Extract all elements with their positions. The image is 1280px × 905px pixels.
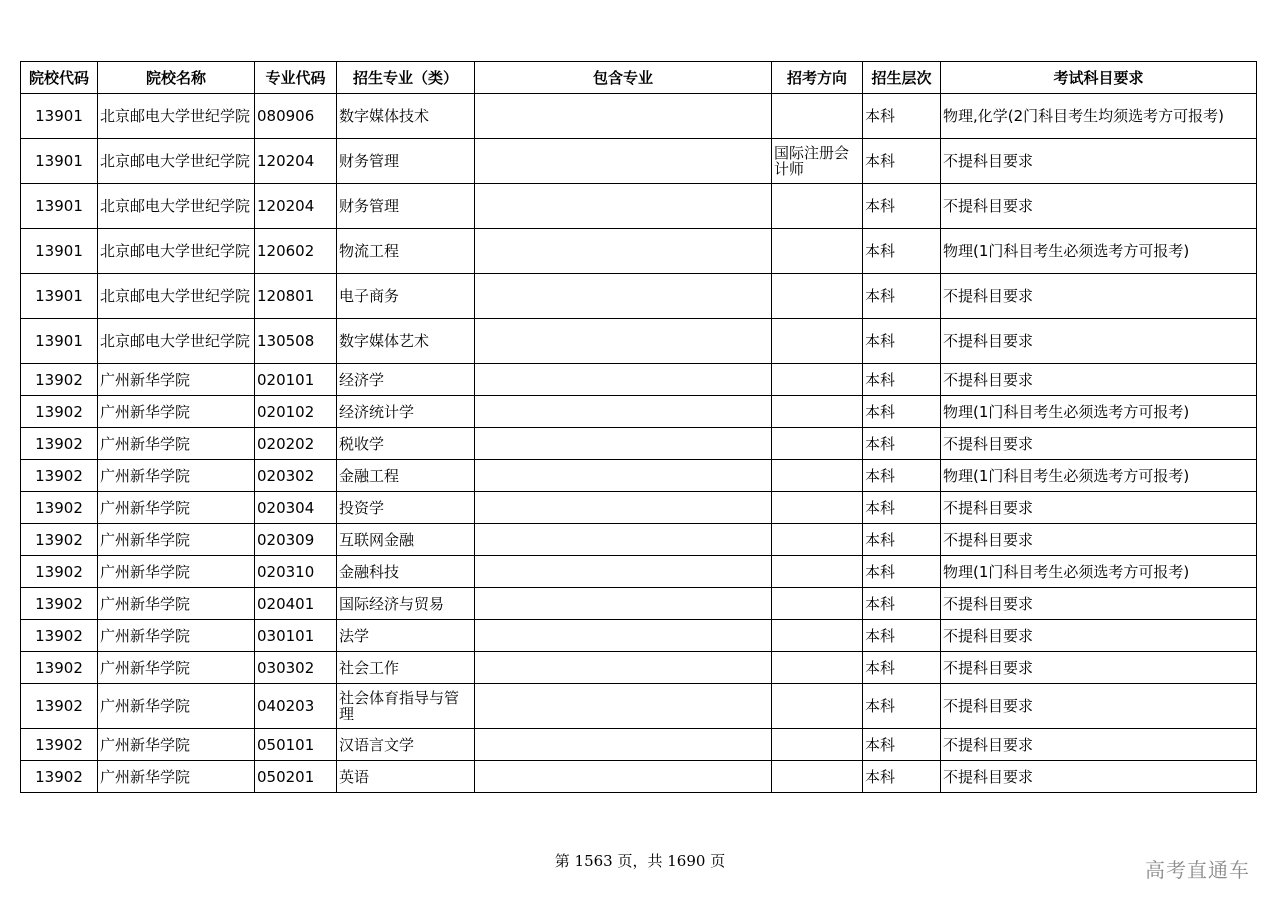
header-included-majors: 包含专业 (475, 62, 772, 94)
cell-school-name: 北京邮电大学世纪学院 (98, 184, 255, 229)
cell-subject-requirements: 不提科目要求 (941, 139, 1257, 184)
table-row (21, 652, 1257, 684)
cell-major: 数字媒体艺术 (337, 319, 475, 364)
cell-school-code: 13902 (21, 492, 98, 524)
cell-school-name: 北京邮电大学世纪学院 (98, 139, 255, 184)
cell-included-majors (475, 684, 772, 729)
cell-subject-requirements: 不提科目要求 (941, 684, 1257, 729)
header-major: 招生专业（类） (337, 62, 475, 94)
cell-major-code: 020102 (255, 396, 337, 428)
cell-included-majors (475, 319, 772, 364)
table-row (21, 94, 1257, 139)
cell-direction (772, 652, 863, 684)
cell-direction (772, 620, 863, 652)
cell-level: 本科 (863, 729, 941, 761)
cell-major-code: 020304 (255, 492, 337, 524)
cell-major: 英语 (337, 761, 475, 793)
cell-subject-requirements: 不提科目要求 (941, 729, 1257, 761)
cell-major-code: 120204 (255, 184, 337, 229)
cell-school-code: 13902 (21, 396, 98, 428)
cell-major-code: 020302 (255, 460, 337, 492)
cell-school-name: 广州新华学院 (98, 652, 255, 684)
table-row (21, 684, 1257, 729)
header-school-code: 院校代码 (21, 62, 98, 94)
cell-level: 本科 (863, 524, 941, 556)
cell-included-majors (475, 761, 772, 793)
table-row (21, 396, 1257, 428)
cell-included-majors (475, 364, 772, 396)
cell-major: 法学 (337, 620, 475, 652)
cell-included-majors (475, 274, 772, 319)
cell-major: 经济统计学 (337, 396, 475, 428)
cell-subject-requirements: 物理(1门科目考生必须选考方可报考) (941, 229, 1257, 274)
cell-direction (772, 319, 863, 364)
cell-major: 汉语言文学 (337, 729, 475, 761)
cell-level: 本科 (863, 229, 941, 274)
cell-major: 互联网金融 (337, 524, 475, 556)
cell-major-code: 120204 (255, 139, 337, 184)
table-row (21, 556, 1257, 588)
cell-school-name: 广州新华学院 (98, 396, 255, 428)
cell-major-code: 120602 (255, 229, 337, 274)
cell-direction (772, 729, 863, 761)
cell-school-name: 广州新华学院 (98, 428, 255, 460)
cell-school-name: 广州新华学院 (98, 729, 255, 761)
cell-major-code: 120801 (255, 274, 337, 319)
cell-subject-requirements: 不提科目要求 (941, 428, 1257, 460)
table-row (21, 319, 1257, 364)
cell-school-code: 13902 (21, 524, 98, 556)
cell-major-code: 020101 (255, 364, 337, 396)
admissions-table (20, 61, 1257, 793)
cell-included-majors (475, 729, 772, 761)
cell-level: 本科 (863, 652, 941, 684)
table-row (21, 364, 1257, 396)
cell-major: 财务管理 (337, 139, 475, 184)
cell-subject-requirements: 不提科目要求 (941, 274, 1257, 319)
header-major-code: 专业代码 (255, 62, 337, 94)
cell-major-code: 040203 (255, 684, 337, 729)
cell-school-code: 13902 (21, 729, 98, 761)
cell-direction: 国际注册会计师 (772, 139, 863, 184)
header-level: 招生层次 (863, 62, 941, 94)
cell-included-majors (475, 620, 772, 652)
cell-school-code: 13902 (21, 652, 98, 684)
cell-subject-requirements: 物理(1门科目考生必须选考方可报考) (941, 396, 1257, 428)
page-number: 第 1563 页，共 1690 页 (554, 852, 726, 870)
cell-school-code: 13902 (21, 684, 98, 729)
table-row (21, 184, 1257, 229)
cell-major-code: 020309 (255, 524, 337, 556)
cell-direction (772, 460, 863, 492)
cell-school-code: 13902 (21, 556, 98, 588)
cell-level: 本科 (863, 364, 941, 396)
cell-direction (772, 428, 863, 460)
cell-subject-requirements: 不提科目要求 (941, 364, 1257, 396)
cell-subject-requirements: 不提科目要求 (941, 652, 1257, 684)
table-row (21, 139, 1257, 184)
cell-level: 本科 (863, 620, 941, 652)
cell-major: 数字媒体技术 (337, 94, 475, 139)
table-header-row (21, 62, 1257, 94)
cell-direction (772, 184, 863, 229)
cell-major-code: 030302 (255, 652, 337, 684)
header-school-name: 院校名称 (98, 62, 255, 94)
cell-school-code: 13902 (21, 460, 98, 492)
header-subject-requirements: 考试科目要求 (941, 62, 1257, 94)
header-direction: 招考方向 (772, 62, 863, 94)
cell-subject-requirements: 物理,化学(2门科目考生均须选考方可报考) (941, 94, 1257, 139)
cell-school-name: 广州新华学院 (98, 620, 255, 652)
cell-subject-requirements: 不提科目要求 (941, 761, 1257, 793)
cell-school-name: 广州新华学院 (98, 364, 255, 396)
cell-school-name: 北京邮电大学世纪学院 (98, 274, 255, 319)
cell-subject-requirements: 不提科目要求 (941, 492, 1257, 524)
cell-school-code: 13901 (21, 94, 98, 139)
cell-included-majors (475, 556, 772, 588)
cell-school-name: 广州新华学院 (98, 556, 255, 588)
table-row (21, 229, 1257, 274)
cell-major: 电子商务 (337, 274, 475, 319)
cell-included-majors (475, 428, 772, 460)
cell-included-majors (475, 396, 772, 428)
table-row (21, 492, 1257, 524)
cell-included-majors (475, 524, 772, 556)
cell-major: 财务管理 (337, 184, 475, 229)
cell-school-name: 北京邮电大学世纪学院 (98, 94, 255, 139)
cell-direction (772, 364, 863, 396)
cell-direction (772, 492, 863, 524)
table-row (21, 620, 1257, 652)
cell-included-majors (475, 588, 772, 620)
cell-major-code: 130508 (255, 319, 337, 364)
cell-level: 本科 (863, 319, 941, 364)
cell-major-code: 050201 (255, 761, 337, 793)
cell-major: 社会体育指导与管理 (337, 684, 475, 729)
cell-major: 税收学 (337, 428, 475, 460)
cell-school-code: 13902 (21, 364, 98, 396)
cell-major-code: 020401 (255, 588, 337, 620)
cell-level: 本科 (863, 184, 941, 229)
cell-direction (772, 684, 863, 729)
cell-school-name: 广州新华学院 (98, 492, 255, 524)
cell-school-name: 广州新华学院 (98, 761, 255, 793)
cell-major-code: 050101 (255, 729, 337, 761)
cell-direction (772, 229, 863, 274)
cell-level: 本科 (863, 428, 941, 460)
cell-subject-requirements: 物理(1门科目考生必须选考方可报考) (941, 460, 1257, 492)
cell-level: 本科 (863, 460, 941, 492)
cell-included-majors (475, 492, 772, 524)
cell-school-code: 13901 (21, 319, 98, 364)
cell-school-name: 广州新华学院 (98, 588, 255, 620)
table-row (21, 729, 1257, 761)
cell-major: 投资学 (337, 492, 475, 524)
cell-school-name: 广州新华学院 (98, 460, 255, 492)
table-body (21, 94, 1257, 793)
cell-subject-requirements: 不提科目要求 (941, 319, 1257, 364)
cell-level: 本科 (863, 684, 941, 729)
cell-major: 金融科技 (337, 556, 475, 588)
cell-included-majors (475, 652, 772, 684)
cell-level: 本科 (863, 396, 941, 428)
cell-school-code: 13901 (21, 139, 98, 184)
cell-major-code: 020310 (255, 556, 337, 588)
table-row (21, 761, 1257, 793)
cell-major: 物流工程 (337, 229, 475, 274)
cell-level: 本科 (863, 761, 941, 793)
cell-included-majors (475, 94, 772, 139)
cell-subject-requirements: 物理(1门科目考生必须选考方可报考) (941, 556, 1257, 588)
cell-school-name: 北京邮电大学世纪学院 (98, 319, 255, 364)
table-row (21, 524, 1257, 556)
cell-direction (772, 524, 863, 556)
cell-major: 金融工程 (337, 460, 475, 492)
cell-school-code: 13902 (21, 588, 98, 620)
cell-level: 本科 (863, 139, 941, 184)
table-row (21, 274, 1257, 319)
table-row (21, 588, 1257, 620)
table-row (21, 460, 1257, 492)
cell-included-majors (475, 460, 772, 492)
cell-subject-requirements: 不提科目要求 (941, 524, 1257, 556)
cell-school-code: 13902 (21, 761, 98, 793)
cell-included-majors (475, 184, 772, 229)
cell-major-code: 080906 (255, 94, 337, 139)
cell-major: 经济学 (337, 364, 475, 396)
cell-level: 本科 (863, 94, 941, 139)
cell-level: 本科 (863, 492, 941, 524)
cell-level: 本科 (863, 556, 941, 588)
cell-school-name: 广州新华学院 (98, 524, 255, 556)
cell-major: 国际经济与贸易 (337, 588, 475, 620)
cell-direction (772, 588, 863, 620)
cell-major: 社会工作 (337, 652, 475, 684)
cell-direction (772, 396, 863, 428)
cell-school-code: 13902 (21, 620, 98, 652)
cell-major-code: 020202 (255, 428, 337, 460)
cell-level: 本科 (863, 588, 941, 620)
cell-school-code: 13901 (21, 274, 98, 319)
cell-direction (772, 761, 863, 793)
cell-direction (772, 94, 863, 139)
cell-included-majors (475, 139, 772, 184)
watermark: 高考直通车 (1145, 858, 1250, 882)
cell-level: 本科 (863, 274, 941, 319)
cell-school-name: 北京邮电大学世纪学院 (98, 229, 255, 274)
cell-subject-requirements: 不提科目要求 (941, 620, 1257, 652)
cell-subject-requirements: 不提科目要求 (941, 588, 1257, 620)
cell-school-code: 13901 (21, 184, 98, 229)
cell-school-code: 13901 (21, 229, 98, 274)
table-row (21, 428, 1257, 460)
cell-major-code: 030101 (255, 620, 337, 652)
cell-included-majors (475, 229, 772, 274)
cell-direction (772, 274, 863, 319)
admissions-table-container (20, 61, 1256, 793)
cell-direction (772, 556, 863, 588)
cell-school-code: 13902 (21, 428, 98, 460)
cell-subject-requirements: 不提科目要求 (941, 184, 1257, 229)
cell-school-name: 广州新华学院 (98, 684, 255, 729)
